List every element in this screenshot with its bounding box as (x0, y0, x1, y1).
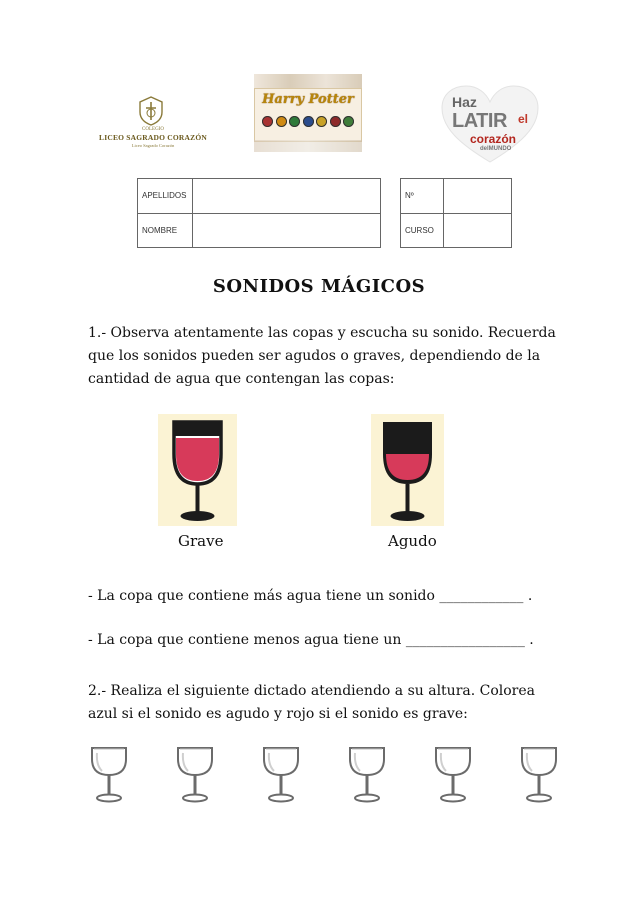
harry-potter-wordmark: Harry Potter (262, 92, 354, 107)
latir-logo-haz: Haz (452, 94, 477, 110)
empty-glass-4[interactable] (346, 745, 388, 803)
empty-wine-glass-icon (346, 745, 388, 803)
question-less-water: - La copa que contiene menos agua tiene un _________________ . (88, 632, 534, 648)
house-badge-icon (316, 116, 327, 127)
wine-glass-agudo-image (371, 414, 444, 526)
wine-glass-full-icon (158, 414, 237, 526)
school-logo-top-text: COLEGIO (142, 127, 164, 132)
empty-glass-5[interactable] (432, 745, 474, 803)
latir-logo-el: el (518, 112, 529, 126)
empty-wine-glass-icon (174, 745, 216, 803)
wine-glass-grave-image (158, 414, 237, 526)
apellidos-label: APELLIDOS (138, 179, 193, 214)
empty-glass-1[interactable] (88, 745, 130, 803)
apellidos-field[interactable] (193, 179, 381, 214)
house-badge-icon (330, 116, 341, 127)
house-badge-icon (289, 116, 300, 127)
school-crest-icon (138, 96, 164, 126)
latir-logo-latir: LATIR (452, 110, 507, 132)
empty-wine-glass-icon (518, 745, 560, 803)
school-name: LICEO SAGRADO CORAZÓN (99, 133, 207, 142)
empty-wine-glass-icon (260, 745, 302, 803)
label-grave: Grave (178, 532, 224, 550)
exercise-1-instructions: 1.- Observa atentamente las copas y escucha su sonido. Recuerda que los sonidos pueden ser agudos o graves, dependiendo de la cantidad de agua que contengan las copas: (88, 325, 556, 387)
empty-glass-3[interactable] (260, 745, 302, 803)
latir-logo (440, 84, 540, 164)
wine-glass-half-icon (371, 414, 444, 526)
school-logo (98, 96, 208, 154)
latir-logo-mundo: delMUNDO (480, 146, 512, 152)
nombre-label: NOMBRE (138, 213, 193, 248)
curso-label: CURSO (401, 213, 444, 248)
label-agudo: Agudo (388, 532, 437, 550)
exercise-2-instructions: 2.- Realiza el siguiente dictado atendiendo a su altura. Colorea azul si el sonido es agudo y rojo si el sonido es grave: (88, 683, 536, 722)
numero-label: Nº (401, 179, 444, 214)
house-badges (262, 116, 354, 127)
empty-glass-6[interactable] (518, 745, 560, 803)
house-badge-icon (262, 116, 273, 127)
logo-blur-bottom (254, 140, 362, 152)
nombre-field[interactable] (193, 213, 381, 248)
numero-field[interactable] (444, 179, 512, 214)
student-name-table (137, 178, 381, 248)
house-badge-icon (303, 116, 314, 127)
worksheet-title: SONIDOS MÁGICOS (212, 276, 426, 297)
empty-glass-2[interactable] (174, 745, 216, 803)
house-badge-icon (343, 116, 354, 127)
curso-field[interactable] (444, 213, 512, 248)
empty-wine-glass-icon (432, 745, 474, 803)
house-badge-icon (276, 116, 287, 127)
empty-wine-glass-icon (88, 745, 130, 803)
student-course-table (400, 178, 512, 248)
harry-potter-logo (254, 74, 362, 152)
latir-logo-corazon: corazón (470, 132, 517, 146)
question-more-water: - La copa que contiene más agua tiene un sonido ____________ . (88, 588, 533, 604)
school-logo-bottom-text: Liceo Sagrado Corazón (131, 143, 175, 148)
